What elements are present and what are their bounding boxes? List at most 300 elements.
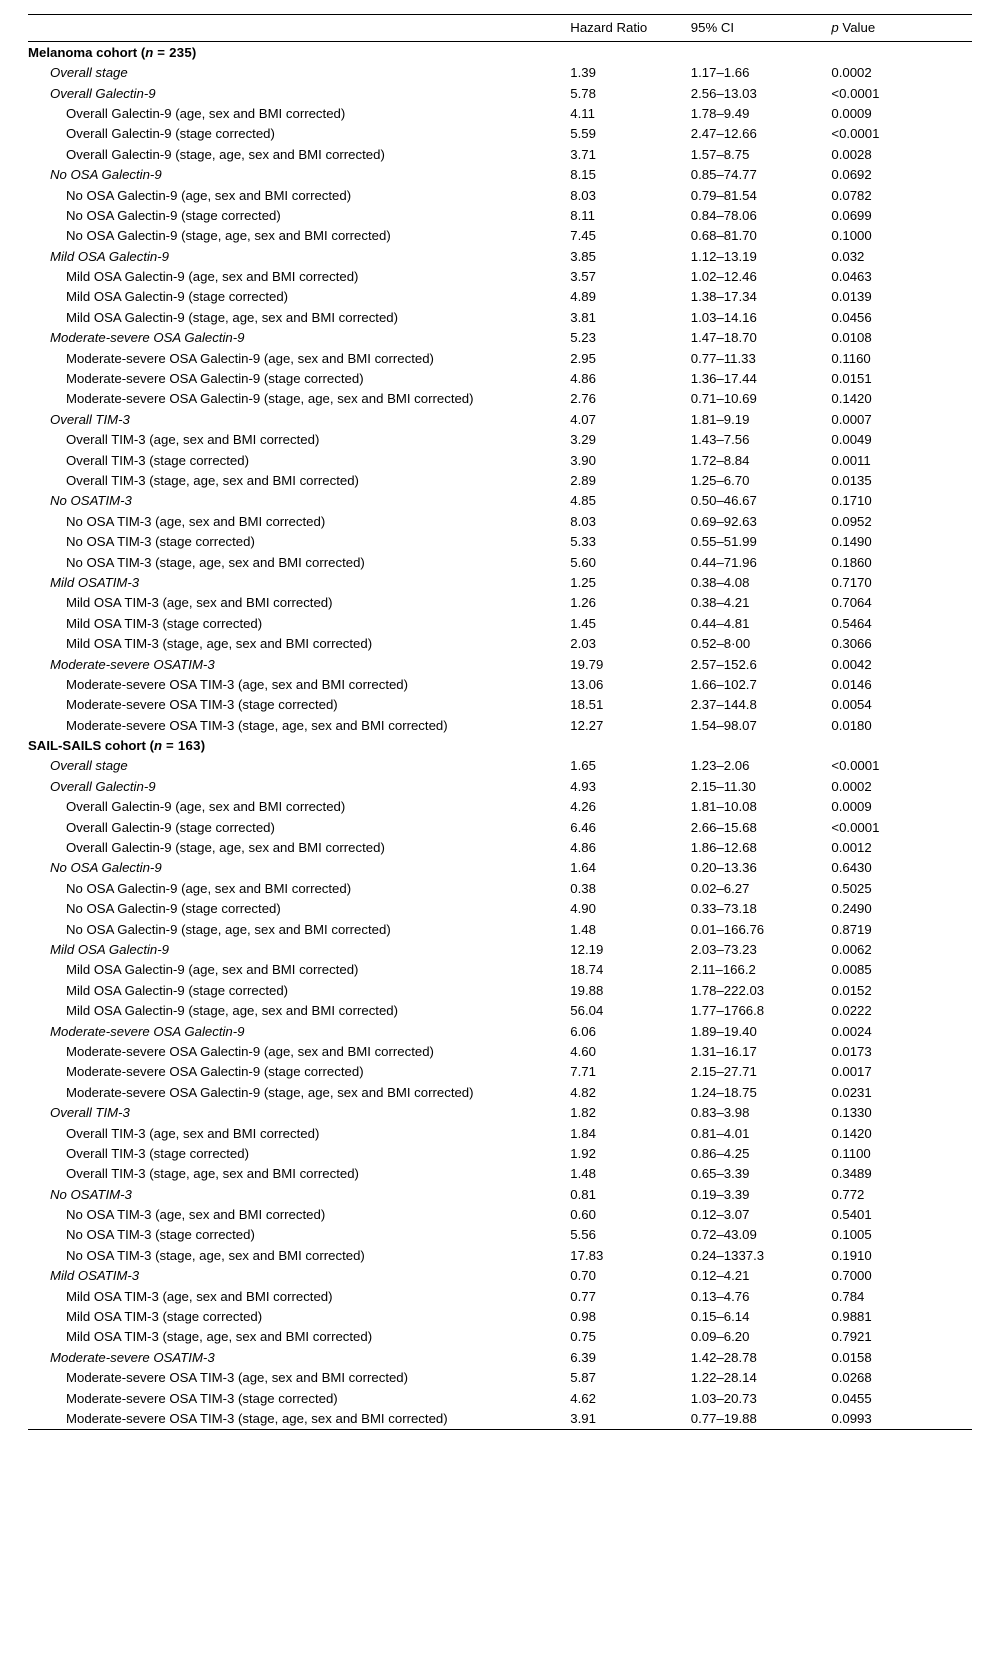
ci-value: 1.81–9.19: [690, 411, 750, 427]
ci-value: 2.47–12.66: [690, 126, 757, 142]
p-value: 0.0146: [831, 676, 872, 692]
p-value: 0.0151: [831, 371, 872, 387]
sub-label: Mild OSA TIM-3 (stage corrected): [66, 1309, 263, 1325]
hazard-ratio-value: 2.03: [570, 636, 596, 652]
column-header-ci: 95% CI: [690, 20, 735, 35]
p-value: 0.1160: [831, 350, 871, 366]
p-value: 0.0085: [831, 962, 872, 978]
ci-value: 2.57–152.6: [690, 656, 757, 672]
group-label: Mild OSA Galectin-9: [50, 941, 169, 957]
cohort-label-pre: Melanoma cohort (: [28, 44, 146, 60]
ci-value: 0.13–4.76: [690, 1288, 750, 1304]
sub-label: Moderate-severe OSA Galectin-9 (stage, age, sex and BMI corrected): [66, 391, 474, 407]
sub-label: Mild OSA Galectin-9 (stage corrected): [66, 982, 289, 998]
table-row: [28, 899, 972, 919]
p-value: 0.1860: [831, 554, 872, 570]
table-row: [28, 960, 972, 980]
sub-label: Overall TIM-3 (age, sex and BMI corrected): [66, 1125, 320, 1141]
ci-value: 1.23–2.06: [690, 758, 750, 774]
ci-value: 0.20–13.36: [690, 860, 757, 876]
table-row: [28, 328, 972, 348]
ci-value: 0.24–1337.3: [690, 1247, 765, 1263]
ci-value: 2.15–11.30: [690, 778, 756, 794]
hazard-ratio-value: 2.76: [570, 391, 596, 407]
table-row: [28, 1286, 972, 1306]
ci-value: 1.38–17.34: [690, 289, 757, 305]
hazard-ratio-value: 19.79: [570, 656, 604, 672]
ci-value: 0.77–19.88: [690, 1410, 757, 1426]
table-row: [28, 103, 972, 123]
p-value: 0.032: [831, 248, 865, 264]
hazard-ratio-value: 0.98: [570, 1309, 596, 1325]
p-value: 0.0009: [831, 799, 872, 815]
sub-label: No OSA Galectin-9 (stage corrected): [66, 901, 281, 917]
table-row: [28, 1245, 972, 1265]
p-value: 0.7064: [831, 595, 872, 611]
p-value: 0.0180: [831, 717, 872, 733]
p-value-italic: p: [831, 20, 839, 35]
table-row: [28, 776, 972, 796]
hazard-ratio-value: 4.90: [570, 901, 596, 917]
group-label: Mild OSATIM-3: [50, 1268, 140, 1284]
p-value: 0.0173: [831, 1043, 872, 1059]
sub-label: Mild OSA Galectin-9 (stage corrected): [66, 289, 289, 305]
sub-label: No OSA Galectin-9 (stage, age, sex and BMI corrected): [66, 228, 391, 244]
hazard-ratio-value: 8.03: [570, 513, 596, 529]
sub-label: No OSA TIM-3 (stage, age, sex and BMI corrected): [66, 554, 365, 570]
sub-label: Moderate-severe OSA TIM-3 (stage corrected): [66, 1390, 338, 1406]
table-row: [28, 1143, 972, 1163]
sub-label: Overall TIM-3 (stage corrected): [66, 452, 249, 468]
table-row: [28, 348, 972, 368]
sub-label: No OSA TIM-3 (age, sex and BMI corrected): [66, 1207, 326, 1223]
ci-value: 1.03–14.16: [690, 309, 757, 325]
hazard-ratio-value: 18.51: [570, 697, 604, 713]
table-row: [28, 837, 972, 857]
p-value: 0.0011: [831, 452, 871, 468]
p-value: 0.1490: [831, 534, 872, 550]
ci-value: 1.72–8.84: [690, 452, 750, 468]
ci-value: 1.12–13.19: [690, 248, 757, 264]
p-value: [831, 735, 972, 755]
hazard-ratio-value: 3.81: [570, 309, 596, 325]
table-row: [28, 1123, 972, 1143]
sub-label: Overall Galectin-9 (age, sex and BMI corrected): [66, 105, 346, 121]
table-row: [28, 511, 972, 531]
ci-value: 1.02–12.46: [690, 269, 757, 285]
group-label: No OSATIM-3: [50, 493, 132, 509]
table-row: [28, 1001, 972, 1021]
ci-value: 2.11–166.2: [690, 962, 756, 978]
group-label: Overall TIM-3: [50, 1105, 130, 1121]
ci-value: 0.79–81.54: [690, 187, 757, 203]
sub-label: No OSA Galectin-9 (stage, age, sex and BMI corrected): [66, 921, 391, 937]
hazard-ratio-value: 4.89: [570, 289, 596, 305]
hazard-ratio-value: 0.60: [570, 1207, 596, 1223]
table-row: [28, 83, 972, 103]
cohort-label: [28, 42, 570, 63]
p-value: 0.0135: [831, 473, 872, 488]
hazard-ratio-value: 8.03: [570, 187, 596, 203]
hazard-ratio-value: 1.39: [570, 65, 596, 81]
hazard-ratio-value: 3.29: [570, 432, 596, 448]
hazard-ratio-value: 4.86: [570, 840, 596, 856]
table-row: [28, 185, 972, 205]
ci-value: 1.66–102.7: [690, 676, 757, 692]
hazard-ratio-value: 4.85: [570, 493, 596, 509]
sub-label: Mild OSA TIM-3 (stage corrected): [66, 615, 263, 631]
p-value-rest: Value: [838, 20, 876, 35]
ci-value: 1.81–10.08: [690, 799, 757, 815]
table-row: [28, 368, 972, 388]
hazard-ratio-value: 0.70: [570, 1268, 596, 1284]
sub-label: Mild OSA Galectin-9 (stage, age, sex and BMI corrected): [66, 309, 399, 325]
ci-value: 0.68–81.70: [690, 228, 757, 244]
hazard-ratio-value: 12.27: [570, 717, 604, 733]
group-label: Overall TIM-3: [50, 411, 130, 427]
hazard-ratio-value: 4.86: [570, 371, 596, 387]
hazard-ratio-value: 6.06: [570, 1023, 596, 1039]
sub-label: Overall Galectin-9 (stage, age, sex and BMI corrected): [66, 146, 385, 162]
ci-value: 2.15–27.71: [690, 1064, 757, 1080]
p-value: 0.0231: [831, 1084, 872, 1100]
hazard-ratio-value: 12.19: [570, 941, 604, 957]
hazard-ratio-value: 4.07: [570, 411, 596, 427]
p-value: 0.1710: [831, 493, 872, 509]
table-row: [28, 1041, 972, 1061]
ci-value: 1.03–20.73: [690, 1390, 757, 1406]
sub-label: Moderate-severe OSA Galectin-9 (age, sex and BMI corrected): [66, 350, 434, 366]
p-value: 0.772: [831, 1186, 865, 1202]
group-label: Moderate-severe OSA Galectin-9: [50, 1023, 245, 1039]
p-value: 0.8719: [831, 921, 872, 937]
table-row: [28, 939, 972, 959]
p-value: 0.1005: [831, 1227, 872, 1243]
ci-value: 0.86–4.25: [690, 1145, 750, 1161]
sub-label: Mild OSA Galectin-9 (stage, age, sex and BMI corrected): [66, 1003, 399, 1019]
table-row: [28, 1082, 972, 1102]
table-row: [28, 919, 972, 939]
p-value: 0.0952: [831, 513, 872, 529]
sub-label: Mild OSA Galectin-9 (age, sex and BMI corrected): [66, 269, 359, 285]
ci-value: 0.38–4.08: [690, 574, 750, 590]
table-row: [28, 756, 972, 776]
sub-label: Moderate-severe OSA Galectin-9 (stage, age, sex and BMI corrected): [66, 1084, 474, 1100]
hazard-ratio-value: 0.75: [570, 1329, 596, 1345]
hazard-ratio-value: 4.11: [570, 105, 595, 121]
p-value: 0.0456: [831, 309, 872, 325]
hazard-ratio-value: 5.60: [570, 554, 596, 570]
sub-label: Moderate-severe OSA TIM-3 (stage, age, sex and BMI corrected): [66, 1410, 448, 1426]
ci-value: 1.77–1766.8: [690, 1003, 765, 1019]
table-row: [28, 165, 972, 185]
table-row: [28, 735, 972, 755]
p-value: <0.0001: [831, 85, 880, 101]
ci-value: 0.72–43.09: [690, 1227, 757, 1243]
sub-label: Mild OSA TIM-3 (stage, age, sex and BMI corrected): [66, 636, 373, 652]
p-value: 0.0222: [831, 1003, 872, 1019]
ci-value: 1.78–9.49: [690, 105, 750, 121]
ci-value: 0.69–92.63: [690, 513, 757, 529]
cohort-label-post: = 163): [162, 738, 206, 754]
p-value: 0.1420: [831, 1125, 872, 1141]
table-row: [28, 593, 972, 613]
group-label: Overall stage: [50, 65, 128, 81]
table-row: [28, 1103, 972, 1123]
ci-value: 0.15–6.14: [690, 1309, 750, 1325]
ci-value: 0.12–4.21: [690, 1268, 750, 1284]
table-row: [28, 287, 972, 307]
hazard-ratio-value: 1.84: [570, 1125, 596, 1141]
p-value: 0.0463: [831, 269, 872, 285]
hazard-ratio-value: 17.83: [570, 1247, 604, 1263]
group-label: Mild OSATIM-3: [50, 574, 140, 590]
hazard-ratio-value: 1.25: [570, 574, 596, 590]
table-row: [28, 674, 972, 694]
hazard-ratio-value: 4.26: [570, 799, 596, 815]
hazard-ratio-value: 4.62: [570, 1390, 596, 1406]
p-value: 0.0062: [831, 941, 872, 957]
ci-value: 0.44–4.81: [690, 615, 750, 631]
sub-label: Mild OSA Galectin-9 (age, sex and BMI corrected): [66, 962, 359, 978]
sub-label: Overall TIM-3 (stage, age, sex and BMI corrected): [66, 1166, 359, 1182]
cohort-n-symbol: n: [145, 44, 154, 60]
table-row: [28, 1368, 972, 1388]
p-value: [831, 42, 972, 63]
hazard-ratio-value: 1.92: [570, 1145, 596, 1161]
ci-value: 2.66–15.68: [690, 819, 757, 835]
table-row: [28, 470, 972, 490]
group-label: Mild OSA Galectin-9: [50, 248, 169, 264]
table-row: [28, 1164, 972, 1184]
sub-label: Overall TIM-3 (age, sex and BMI corrected): [66, 432, 320, 448]
ci-value: 1.22–28.14: [690, 1370, 757, 1386]
cohort-label: [28, 735, 570, 755]
group-label: No OSATIM-3: [50, 1186, 132, 1202]
p-value: 0.5025: [831, 880, 872, 896]
sub-label: Overall Galectin-9 (stage, age, sex and BMI corrected): [66, 840, 385, 856]
column-header-p-value: [831, 15, 972, 42]
p-value: 0.0028: [831, 146, 872, 162]
cohort-n-symbol: n: [154, 738, 163, 754]
ci-value: 0.84–78.06: [690, 207, 757, 223]
ci-value: 2.37–144.8: [690, 697, 757, 713]
ci-value: 0.44–71.96: [690, 554, 757, 570]
ci-value: 1.36–17.44: [690, 371, 757, 387]
hazard-ratio-value: 1.64: [570, 860, 596, 876]
table-row: [28, 1347, 972, 1367]
ci-value: 1.24–18.75: [690, 1084, 757, 1100]
hazard-ratio-value: [570, 735, 691, 755]
sub-label: Moderate-severe OSA TIM-3 (age, sex and BMI corrected): [66, 676, 409, 692]
hazard-ratio-value: 5.33: [570, 534, 596, 550]
sub-label: No OSA TIM-3 (stage, age, sex and BMI corrected): [66, 1247, 365, 1263]
ci-value: 0.01–166.76: [690, 921, 765, 937]
hazard-ratio-value: 19.88: [570, 982, 604, 998]
table-row: [28, 144, 972, 164]
ci-value: 2.03–73.23: [690, 941, 757, 957]
p-value: 0.0152: [831, 982, 872, 998]
ci-value: 2.56–13.03: [690, 85, 757, 101]
hazard-ratio-value: 6.39: [570, 1349, 596, 1365]
ci-value: 0.09–6.20: [690, 1329, 750, 1345]
group-label: No OSA Galectin-9: [50, 167, 162, 183]
p-value: 0.7170: [831, 574, 872, 590]
ci-value: 0.02–6.27: [690, 880, 750, 896]
ci-value: 0.85–74.77: [690, 167, 757, 183]
p-value: <0.0001: [831, 819, 880, 835]
hazard-ratio-value: 3.90: [570, 452, 596, 468]
ci-value: 1.43–7.56: [690, 432, 750, 448]
column-header-label: [28, 15, 570, 42]
hazard-ratio-value: 56.04: [570, 1003, 604, 1019]
p-value: 0.1000: [831, 228, 872, 244]
p-value: 0.1330: [831, 1105, 872, 1121]
ci-value: 1.25–6.70: [690, 473, 750, 488]
ci-value: 0.83–3.98: [690, 1105, 750, 1121]
ci-value: 0.52–8·00: [690, 636, 751, 652]
ci-value: 1.89–19.40: [690, 1023, 757, 1039]
sub-label: Mild OSA TIM-3 (age, sex and BMI corrected): [66, 1288, 333, 1304]
p-value: 0.0782: [831, 187, 872, 203]
hazard-ratio-value: 6.46: [570, 819, 596, 835]
p-value: 0.0017: [831, 1064, 872, 1080]
sub-label: Mild OSA TIM-3 (age, sex and BMI corrected): [66, 595, 333, 611]
sub-label: No OSA Galectin-9 (stage corrected): [66, 207, 281, 223]
table-row: [28, 1225, 972, 1245]
ci-value: 0.81–4.01: [690, 1125, 750, 1141]
cohort-label-post: = 235): [153, 44, 197, 60]
p-value: 0.0455: [831, 1390, 872, 1406]
hazard-ratio-value: 0.38: [570, 880, 596, 896]
sub-label: No OSA Galectin-9 (age, sex and BMI corrected): [66, 187, 352, 203]
ci-value: 0.55–51.99: [690, 534, 757, 550]
p-value: 0.0139: [831, 289, 872, 305]
hazard-ratio-table: [28, 14, 972, 1430]
hazard-ratio-value: [570, 42, 691, 63]
p-value: 0.0993: [831, 1410, 872, 1426]
ci-value: 0.33–73.18: [690, 901, 757, 917]
table-row: [28, 226, 972, 246]
table-row: [28, 654, 972, 674]
ci-value: 0.19–3.39: [690, 1186, 750, 1202]
sub-label: Moderate-severe OSA TIM-3 (stage, age, sex and BMI corrected): [66, 717, 448, 733]
p-value: 0.0002: [831, 778, 872, 794]
table-row: [28, 532, 972, 552]
table-row: [28, 409, 972, 429]
hazard-ratio-value: 4.93: [570, 778, 596, 794]
table-row: [28, 42, 972, 63]
sub-label: Overall Galectin-9 (age, sex and BMI corrected): [66, 799, 346, 815]
hazard-ratio-value: 1.82: [570, 1105, 596, 1121]
p-value: 0.1100: [831, 1145, 871, 1161]
ci-value: 1.54–98.07: [690, 717, 757, 733]
group-label: No OSA Galectin-9: [50, 860, 162, 876]
hazard-ratio-value: 3.91: [570, 1410, 596, 1426]
p-value: 0.0042: [831, 656, 872, 672]
sub-label: Overall TIM-3 (stage, age, sex and BMI corrected): [66, 473, 359, 488]
sub-label: No OSA TIM-3 (stage corrected): [66, 534, 255, 550]
p-value: 0.3489: [831, 1166, 872, 1182]
p-value: 0.7000: [831, 1268, 872, 1284]
table-row: [28, 797, 972, 817]
column-header-hazard-ratio: Hazard Ratio: [570, 20, 648, 35]
ci-value: 1.57–8.75: [690, 146, 750, 162]
sub-label: Moderate-severe OSA TIM-3 (age, sex and BMI corrected): [66, 1370, 409, 1386]
hazard-ratio-value: 3.71: [570, 146, 596, 162]
table-row: [28, 63, 972, 83]
p-value: 0.2490: [831, 901, 872, 917]
table-row: [28, 1184, 972, 1204]
table-header-row: [28, 15, 972, 42]
table-row: [28, 246, 972, 266]
hazard-ratio-value: 7.71: [570, 1064, 596, 1080]
sub-label: Moderate-severe OSA TIM-3 (stage corrected): [66, 697, 338, 713]
table-row: [28, 1204, 972, 1224]
hazard-ratio-value: 4.60: [570, 1043, 596, 1059]
table-row: [28, 1306, 972, 1326]
ci-value: 1.17–1.66: [690, 65, 750, 81]
p-value: 0.0699: [831, 207, 872, 223]
table-row: [28, 430, 972, 450]
p-value: 0.0108: [831, 330, 872, 346]
table-row: [28, 634, 972, 654]
hazard-ratio-value: 1.45: [570, 615, 596, 631]
ci-value: 0.65–3.39: [690, 1166, 750, 1182]
table-row: [28, 124, 972, 144]
hazard-ratio-value: 3.57: [570, 269, 596, 285]
p-value: 0.9881: [831, 1309, 872, 1325]
hazard-ratio-value: 0.77: [570, 1288, 596, 1304]
p-value: 0.0158: [831, 1349, 872, 1365]
p-value: 0.7921: [831, 1329, 872, 1345]
ci-value: 0.50–46.67: [690, 493, 757, 509]
sub-label: Overall TIM-3 (stage corrected): [66, 1145, 249, 1161]
group-label: Moderate-severe OSA Galectin-9: [50, 330, 245, 346]
ci-value: 1.47–18.70: [690, 330, 757, 346]
table-row: [28, 552, 972, 572]
group-label: Overall Galectin-9: [50, 778, 156, 794]
table-row: [28, 878, 972, 898]
hazard-ratio-value: 5.23: [570, 330, 596, 346]
p-value: 0.5464: [831, 615, 872, 631]
sub-label: Moderate-severe OSA Galectin-9 (age, sex and BMI corrected): [66, 1043, 434, 1059]
hazard-ratio-value: 0.81: [570, 1186, 596, 1202]
hazard-ratio-value: 1.26: [570, 595, 596, 611]
table-row: [28, 307, 972, 327]
ci-value: 1.78–222.03: [690, 982, 765, 998]
ci-value: 0.71–10.69: [690, 391, 757, 407]
hazard-ratio-value: 8.15: [570, 167, 596, 183]
hazard-ratio-value: 1.48: [570, 921, 596, 937]
group-label: Overall Galectin-9: [50, 85, 156, 101]
sub-label: No OSA TIM-3 (stage corrected): [66, 1227, 255, 1243]
hazard-ratio-value: 1.48: [570, 1166, 596, 1182]
hazard-ratio-value: 2.95: [570, 350, 596, 366]
table-row: [28, 980, 972, 1000]
p-value: 0.1910: [831, 1247, 872, 1263]
table-row: [28, 491, 972, 511]
hazard-ratio-value: 5.59: [570, 126, 596, 142]
table-row: [28, 858, 972, 878]
hazard-ratio-value: 8.11: [570, 207, 595, 223]
hazard-ratio-value: 5.56: [570, 1227, 596, 1243]
hazard-ratio-value: 4.82: [570, 1084, 596, 1100]
hazard-ratio-value: 18.74: [570, 962, 604, 978]
p-value: 0.0049: [831, 432, 872, 448]
ci-value: [691, 42, 832, 63]
table-row: [28, 715, 972, 735]
